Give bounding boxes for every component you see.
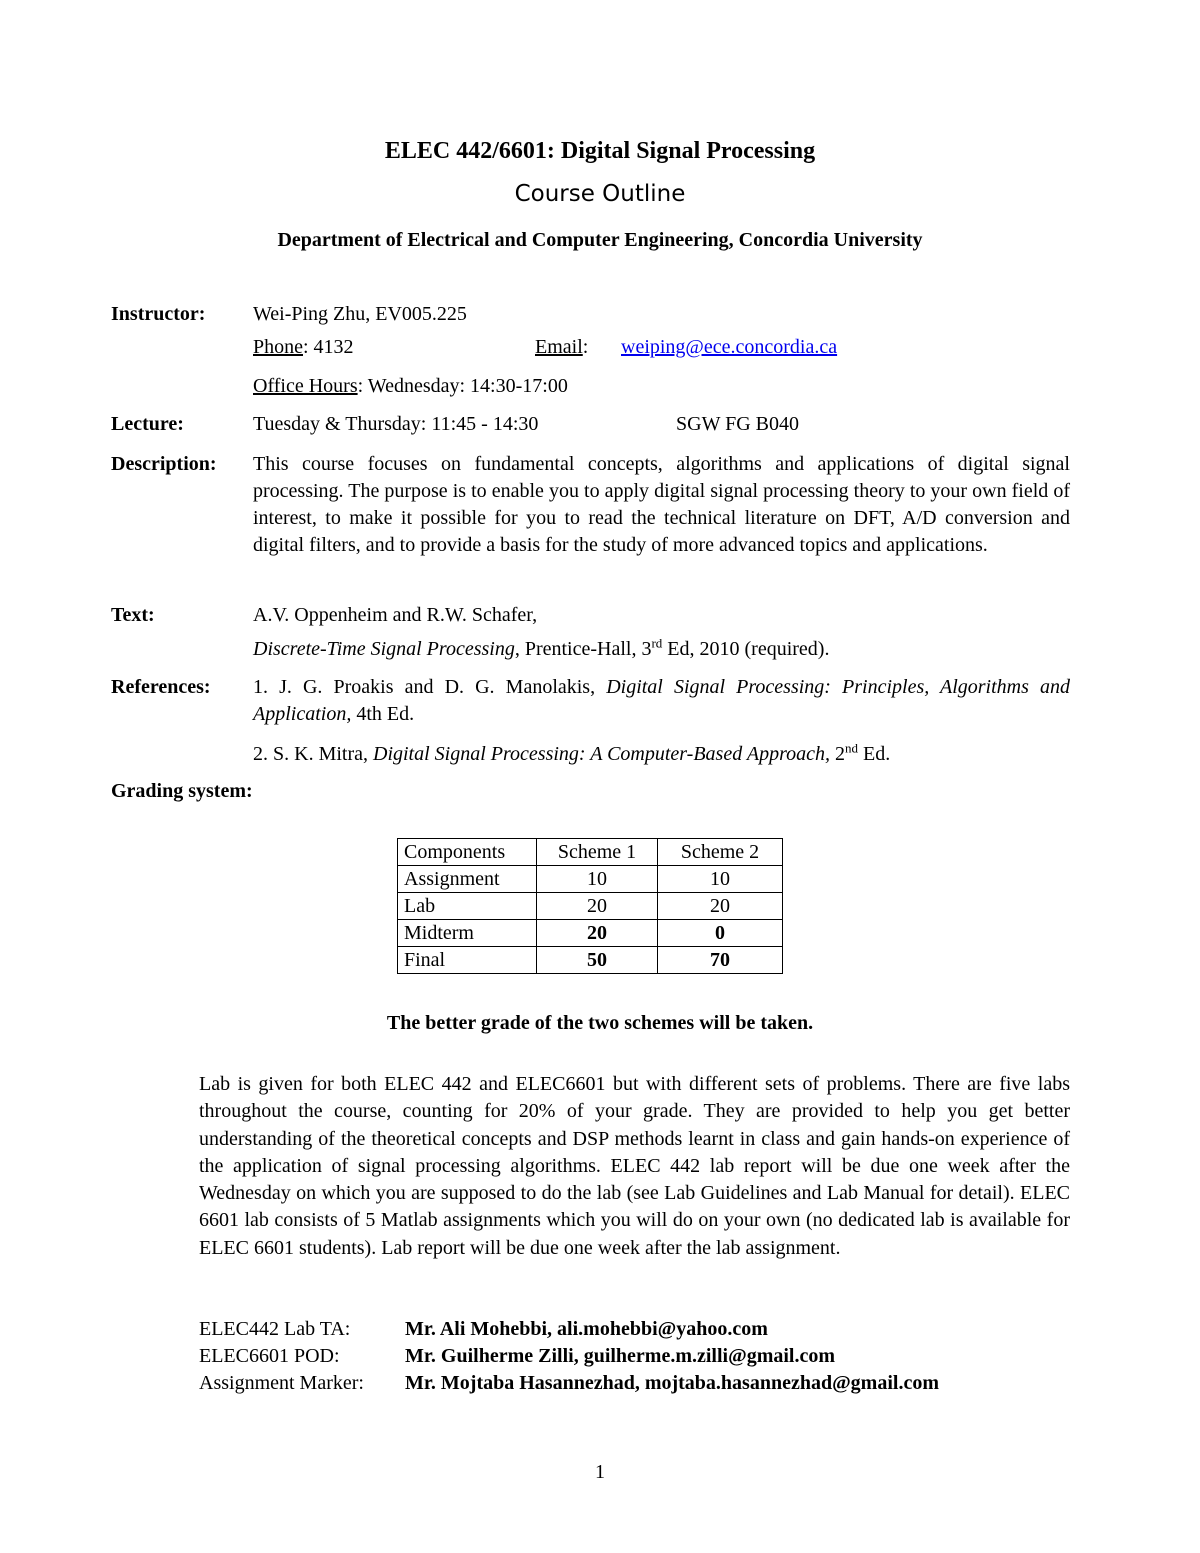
- table-cell: 20: [658, 893, 783, 920]
- email-line: [535, 337, 588, 357]
- lecture-label: Lecture:: [111, 413, 184, 435]
- table-cell: 20: [537, 893, 658, 920]
- instructor-name-office: Wei-Ping Zhu, EV005.225: [253, 303, 467, 325]
- ref2-title: Digital Signal Processing: A Computer-Based Approach,: [373, 743, 830, 765]
- table-header-row: [398, 839, 783, 866]
- office-hours-label: Office Hours: [253, 375, 358, 397]
- table-header-cell: Scheme 1: [537, 839, 658, 866]
- table-cell: 0: [658, 920, 783, 947]
- table-cell: Final: [398, 947, 537, 974]
- marker-person: Mr. Mojtaba Hasannezhad, mojtaba.hasannezhad@gmail.com: [405, 1372, 939, 1394]
- table-cell: 50: [537, 947, 658, 974]
- text-publisher-pre: , Prentice-Hall, 3: [514, 638, 652, 660]
- pod-person: Mr. Guilherme Zilli, guilherme.m.zilli@gmail.com: [405, 1345, 836, 1367]
- lecture-time: Tuesday & Thursday: 11:45 - 14:30: [253, 413, 539, 435]
- references-label: References:: [111, 676, 211, 698]
- description-text: This course focuses on fundamental concepts, algorithms and applications of digital signal processing. The purpose is to enable you to apply digital signal processing theory to your own field of interest, to make it possible for you to read the technical literature on DFT, A/D conversion and digital filters, and to provide a basis for the study of more advanced topics and applications.: [253, 453, 1070, 556]
- ref1-title: Digital Signal Processing: Principles, Algorithms and Application,: [253, 676, 1070, 725]
- marker-role: Assignment Marker:: [199, 1372, 364, 1394]
- lab-ta-role: ELEC442 Lab TA:: [199, 1318, 351, 1340]
- lab-ta-person: Mr. Ali Mohebbi, ali.mohebbi@yahoo.com: [405, 1318, 768, 1340]
- page-number: 1: [595, 1461, 605, 1483]
- ref1-edition: 4th Ed.: [351, 703, 415, 725]
- table-cell: 20: [537, 920, 658, 947]
- table-header-cell: Scheme 2: [658, 839, 783, 866]
- reference-2: [253, 740, 891, 765]
- table-cell: Midterm: [398, 920, 537, 947]
- instructor-label: Instructor:: [111, 303, 206, 325]
- table-cell: 10: [537, 866, 658, 893]
- description-label: Description:: [111, 453, 217, 475]
- text-publisher-post: Ed, 2010 (required).: [662, 638, 830, 660]
- table-row: [398, 920, 783, 947]
- grading-note: The better grade of the two schemes will be taken.: [386, 1012, 814, 1034]
- ref2-edition-sup: nd: [844, 740, 858, 756]
- reference-1: [253, 674, 1070, 728]
- phone-line: [253, 337, 354, 357]
- table-row: [398, 893, 783, 920]
- text-edition-sup: rd: [651, 635, 663, 651]
- lecture-room: SGW FG B040: [676, 413, 799, 435]
- table-row: [398, 866, 783, 893]
- ref2-edition-post: Ed.: [857, 743, 891, 765]
- table-cell: 70: [658, 947, 783, 974]
- text-label: Text:: [111, 604, 155, 626]
- lab-paragraph: Lab is given for both ELEC 442 and ELEC6601 but with different sets of problems. There are five labs throughout the course, counting for 20% of your grade. They are provided to help you get better understanding of the theoretical concepts and DSP methods learnt in class and gain hands-on experience of the application of signal processing algorithms. ELEC 442 lab report will be due one week after the Wednesday on which you are supposed to do the lab (see Lab Guidelines and Lab Manual for detail). ELEC 6601 lab consists of 5 Matlab assignments which you will do on your own (no dedicated lab is available for ELEC 6601 students). Lab report will be due one week after the lab assignment.: [199, 1073, 1070, 1259]
- ref1-authors: 1. J. G. Proakis and D. G. Manolakis,: [253, 676, 607, 698]
- text-authors: A.V. Oppenheim and R.W. Schafer,: [253, 604, 538, 626]
- phone-label: Phone: [253, 336, 303, 358]
- table-row: [398, 947, 783, 974]
- ref2-authors: 2. S. K. Mitra,: [253, 743, 373, 765]
- office-hours-line: [253, 376, 568, 396]
- course-outline-subtitle: Course Outline: [514, 181, 686, 207]
- office-hours-value: : Wednesday: 14:30-17:00: [357, 375, 568, 397]
- department-line: Department of Electrical and Computer Engineering, Concordia University: [277, 229, 923, 251]
- pod-role: ELEC6601 POD:: [199, 1345, 340, 1367]
- table-cell: Assignment: [398, 866, 537, 893]
- text-book-line: [253, 635, 830, 660]
- ref2-edition-pre: 2: [829, 743, 845, 765]
- table-cell: 10: [658, 866, 783, 893]
- phone-value: : 4132: [303, 336, 354, 358]
- table-cell: Lab: [398, 893, 537, 920]
- course-title: ELEC 442/6601: Digital Signal Processing: [384, 138, 816, 164]
- grading-table: [397, 838, 783, 974]
- email-label: Email: [535, 336, 583, 358]
- text-book-title: Discrete-Time Signal Processing: [253, 638, 515, 660]
- table-header-cell: Components: [398, 839, 537, 866]
- grading-label: Grading system:: [111, 780, 253, 802]
- email-link[interactable]: weiping@ece.concordia.ca: [621, 336, 838, 358]
- email-colon: :: [582, 336, 589, 358]
